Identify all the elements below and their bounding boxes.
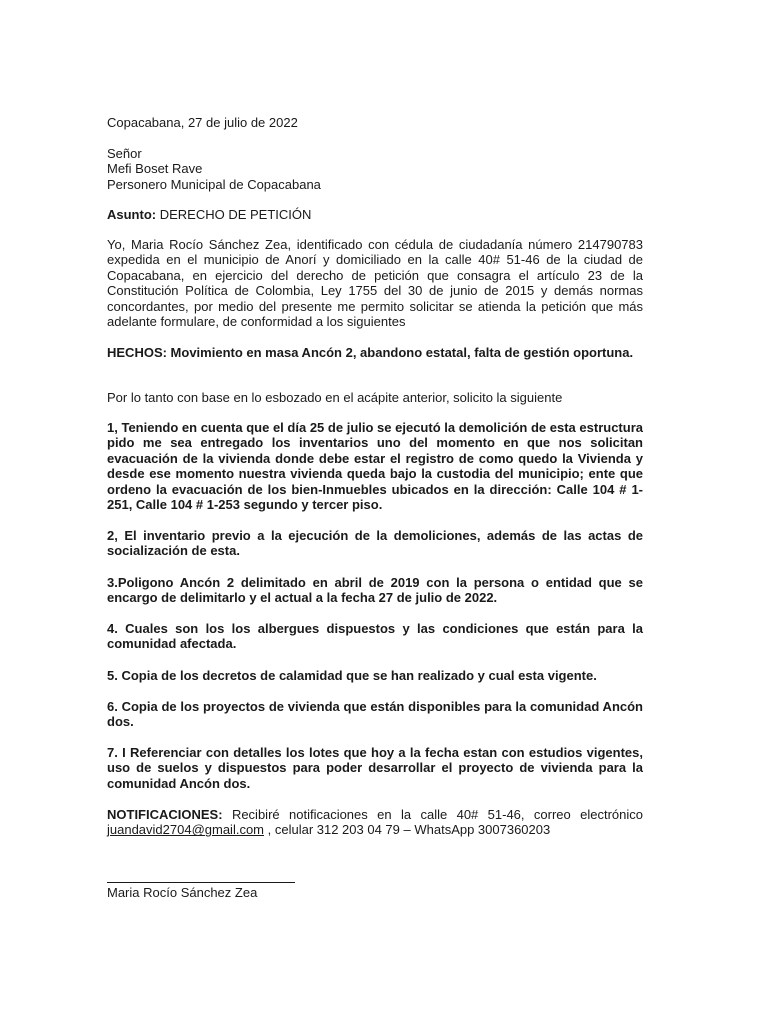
date-line — [107, 115, 643, 130]
date-text: Copacabana, 27 de julio de 2022 — [107, 115, 298, 130]
request-item-3 — [107, 575, 643, 606]
notifications-paragraph — [107, 807, 643, 838]
request-text: 2, El inventario previo a la ejecución de la demoliciones, además de las actas de socialización de esta. — [107, 528, 643, 559]
transition-text: Por lo tanto con base en lo esbozado en el acápite anterior, solicito la siguiente — [107, 390, 563, 405]
recipient-salutation: Señor — [107, 146, 142, 161]
intro-paragraph — [107, 237, 643, 329]
request-text: 6. Copia de los proyectos de vivienda que están disponibles para la comunidad Ancón dos. — [107, 699, 643, 730]
facts-paragraph — [107, 345, 643, 360]
signature-line — [107, 882, 295, 883]
email-link[interactable]: juandavid2704@gmail.com — [107, 822, 265, 838]
facts-text: HECHOS: Movimiento en masa Ancón 2, abandono estatal, falta de gestión oportuna. — [107, 345, 634, 360]
request-item-1 — [107, 420, 643, 512]
request-item-4 — [107, 621, 643, 652]
signature-name: Maria Rocío Sánchez Zea — [107, 885, 258, 900]
subject-line — [107, 207, 643, 222]
request-item-5 — [107, 668, 643, 683]
recipient-block — [107, 146, 643, 192]
request-text: 3.Poligono Ancón 2 delimitado en abril de 2019 con la persona o entidad que se encargo de delimitarlo y el actual a la fecha 27 de julio de 2022. — [107, 575, 643, 606]
recipient-name: Mefi Boset Rave — [107, 161, 203, 177]
request-text: 5. Copia de los decretos de calamidad que se han realizado y cual esta vigente. — [107, 668, 597, 683]
request-item-2 — [107, 528, 643, 559]
request-item-6 — [107, 699, 643, 730]
notifications-contact: , celular 312 203 04 79 – WhatsApp 3007360203 — [264, 822, 551, 838]
notifications-label: NOTIFICACIONES: — [107, 807, 223, 822]
request-text: 1, Teniendo en cuenta que el día 25 de julio se ejecutó la demolición de esta estructura pido me sea entregado los inventarios uno del momento en que nos solicitan evacuación de la vivienda donde debe estar el registro de como quedo la Vivienda y desde ese momento nuestra vivienda queda bajo la custodia del municipio; ente que ordeno la evacuación de los bien-Inmuebles ubicados en la dirección: Calle 104 # 1-251, Calle 104 # 1-253 segundo y tercer piso. — [107, 420, 643, 513]
signature-block — [107, 885, 643, 900]
transition-paragraph — [107, 390, 643, 405]
subject-label: Asunto: — [107, 207, 157, 222]
request-text: 4. Cuales son los los albergues dispuestos y las condiciones que están para la comunidad afectada. — [107, 621, 643, 652]
recipient-title: Personero Municipal de Copacabana — [107, 176, 321, 192]
notifications-text: Recibiré notificaciones en la calle 40# 51-46, correo electrónico — [222, 807, 643, 822]
subject-text: DERECHO DE PETICIÓN — [156, 207, 312, 222]
request-text: 7. I Referenciar con detalles los lotes que hoy a la fecha estan con estudios vigentes, uso de suelos y dispuestos para poder desarrollar el proyecto de vivienda para la comunidad Ancón dos. — [107, 745, 643, 791]
intro-text: Yo, Maria Rocío Sánchez Zea, identificado con cédula de ciudadanía número 214790783 expedida en el municipio de Anorí y domiciliado en la calle 40# 51-46 de la ciudad de Copacabana, en ejercicio del derecho de petición que consagra el artículo 23 de la Constitución Política de Colombia, Ley 1755 del 30 de junio de 2015 y demás normas concordantes, por medio del presente me permito solicitar se atienda la petición que más adelante formulare, de conformidad a los siguientes — [107, 237, 643, 330]
request-item-7 — [107, 745, 643, 791]
